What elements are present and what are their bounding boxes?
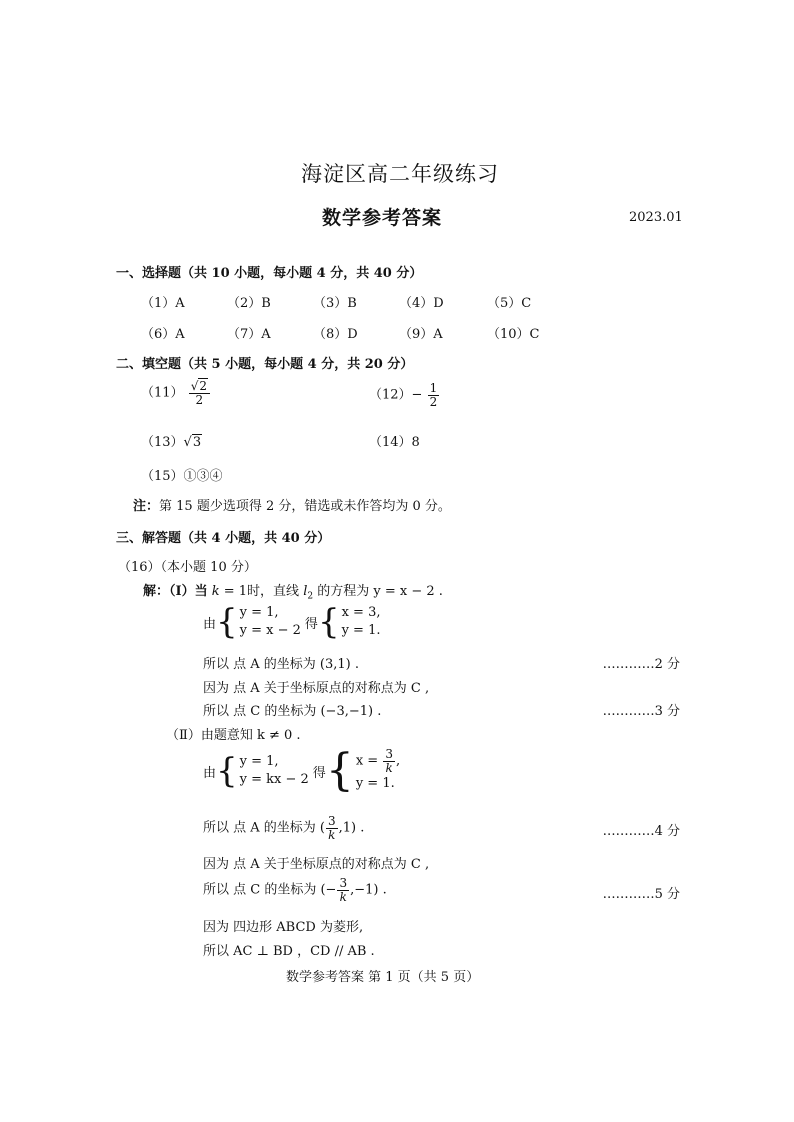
note — [133, 495, 451, 514]
part-1-intro-prefix: 解：（Ⅰ）当 — [143, 584, 208, 599]
part-2-line-5: 所以 AC ⊥ BD ，CD // AB . — [203, 944, 375, 959]
system-2-x-denominator: k — [385, 760, 393, 775]
part-1-system — [203, 604, 380, 640]
system-2-right-line-2: y = 1. — [355, 776, 395, 792]
left-brace-icon: { — [216, 602, 238, 642]
part-1-score-1: …………2 分 — [602, 657, 680, 672]
part-1-intro — [143, 580, 443, 602]
answer-14: （14）8 — [369, 435, 420, 450]
part-2-line-1-numerator: 3 — [328, 814, 336, 828]
section-2-heading: 二、填空题（共 5 小题，每小题 4 分，共 20 分） — [116, 357, 414, 372]
part-1-line-l: l — [303, 584, 308, 599]
system-1-right-line-2: y = 1. — [341, 623, 381, 638]
answer-15: （15）①③④ — [141, 469, 223, 484]
system-2-x-prefix: x = — [355, 753, 379, 769]
system-2-you: 由 — [203, 765, 217, 781]
answer-11-denominator: 2 — [195, 392, 204, 407]
part-2-line-3-denominator: k — [339, 889, 347, 904]
system-2-left-line-1: y = 1, — [239, 754, 279, 770]
answer-11-radicand: 2 — [199, 379, 207, 393]
part-2-line-1-suffix: ,1) . — [338, 820, 365, 836]
page-subtitle: 数学参考答案 — [322, 207, 443, 229]
answer-13-radicand: 3 — [192, 435, 202, 450]
answer-12-denominator: 2 — [429, 394, 438, 409]
answer-10: （10）C — [487, 327, 540, 342]
answer-12-fraction — [428, 382, 440, 408]
part-2-line-4: 因为 四边形 ABCD 为菱形, — [203, 920, 364, 935]
part-2-score-2: …………5 分 — [602, 887, 680, 902]
page-title: 海淀区高二年级练习 — [301, 162, 499, 186]
answer-8: （8）D — [313, 327, 358, 342]
answer-12-label: （12） — [369, 387, 412, 403]
part-2-score-1: …………4 分 — [602, 824, 680, 839]
part-1-line-3: 所以 点 C 的坐标为 (−3,−1) . — [203, 704, 382, 719]
system-2-de: 得 — [312, 765, 326, 781]
note-label: 注： — [133, 499, 160, 514]
system-1-left-line-1: y = 1, — [239, 605, 279, 620]
system-1-de: 得 — [304, 616, 318, 632]
answer-12-sign: − — [411, 387, 423, 403]
part-2-line-2: 因为 点 A 关于坐标原点的对称点为 C , — [203, 857, 430, 872]
system-2-right-line-1 — [356, 748, 400, 774]
answer-3: （3）B — [313, 296, 357, 311]
part-2-line-1-prefix: 所以 点 A 的坐标为 ( — [203, 820, 325, 836]
answer-12 — [369, 382, 440, 408]
answer-4: （4）D — [399, 296, 444, 311]
left-brace-icon: { — [317, 602, 340, 642]
section-1-heading: 一、选择题（共 10 小题，每小题 4 分，共 40 分） — [116, 266, 423, 281]
answer-11-fraction: $\frac{√2}{2}$ — [189, 380, 210, 406]
answer-6: （6）A — [141, 327, 185, 342]
answer-13-label: （13） — [141, 435, 184, 450]
part-1-equation: 的方程为 y = x − 2 . — [317, 584, 443, 599]
answer-2: （2）B — [227, 296, 271, 311]
part-2-line-3-suffix: ,−1) . — [350, 882, 387, 898]
part-1-k: k — [211, 584, 220, 599]
part-1-k-value: = 1时，直线 — [219, 584, 300, 599]
system-2-left-line-2: y = kx − 2 — [239, 772, 309, 788]
answer-1: （1）A — [141, 296, 185, 311]
part-1-line-1: 所以 点 A 的坐标为 (3,1) . — [203, 657, 360, 672]
system-1-you: 由 — [203, 616, 217, 632]
section-3-heading: 三、解答题（共 4 小题，共 40 分） — [116, 531, 331, 546]
system-1-left-line-2: y = x − 2 — [239, 623, 301, 638]
part-1-line-2: 因为 点 A 关于坐标原点的对称点为 C , — [203, 681, 430, 696]
left-brace-icon: { — [325, 745, 354, 797]
part-2-line-1 — [203, 815, 364, 841]
answer-11 — [141, 380, 211, 406]
answer-5: （5）C — [487, 296, 532, 311]
part-1-score-2: …………3 分 — [602, 704, 680, 719]
answer-13: （13）√3 — [141, 435, 202, 450]
answer-9: （9）A — [399, 327, 443, 342]
part-2-line-3-prefix: 所以 点 C 的坐标为 (− — [203, 882, 337, 898]
system-2-x-numerator: 3 — [385, 747, 393, 761]
question-16-header: （16）（本小题 10 分） — [118, 560, 257, 575]
part-1-line-sub: 2 — [307, 591, 314, 602]
part-2-system — [203, 745, 401, 797]
note-text: 第 15 题少选项得 2 分，错选或未作答均为 0 分。 — [159, 499, 451, 514]
part-2-line-1-denominator: k — [328, 827, 336, 842]
system-2-x-suffix: , — [395, 753, 401, 769]
part-2-line-3-numerator: 3 — [339, 876, 348, 890]
answer-12-numerator: 1 — [429, 381, 438, 395]
left-brace-icon: { — [216, 751, 238, 792]
answer-7: （7）A — [227, 327, 271, 342]
answer-11-label: （11） — [141, 385, 184, 401]
part-2-intro: （Ⅱ）由题意知 k ≠ 0 . — [166, 728, 301, 743]
page-footer: 数学参考答案 第 1 页（共 5 页） — [286, 970, 480, 985]
system-1-right-line-1: x = 3, — [341, 605, 381, 620]
date-label: 2023.01 — [629, 210, 683, 225]
part-2-line-3 — [203, 877, 387, 903]
